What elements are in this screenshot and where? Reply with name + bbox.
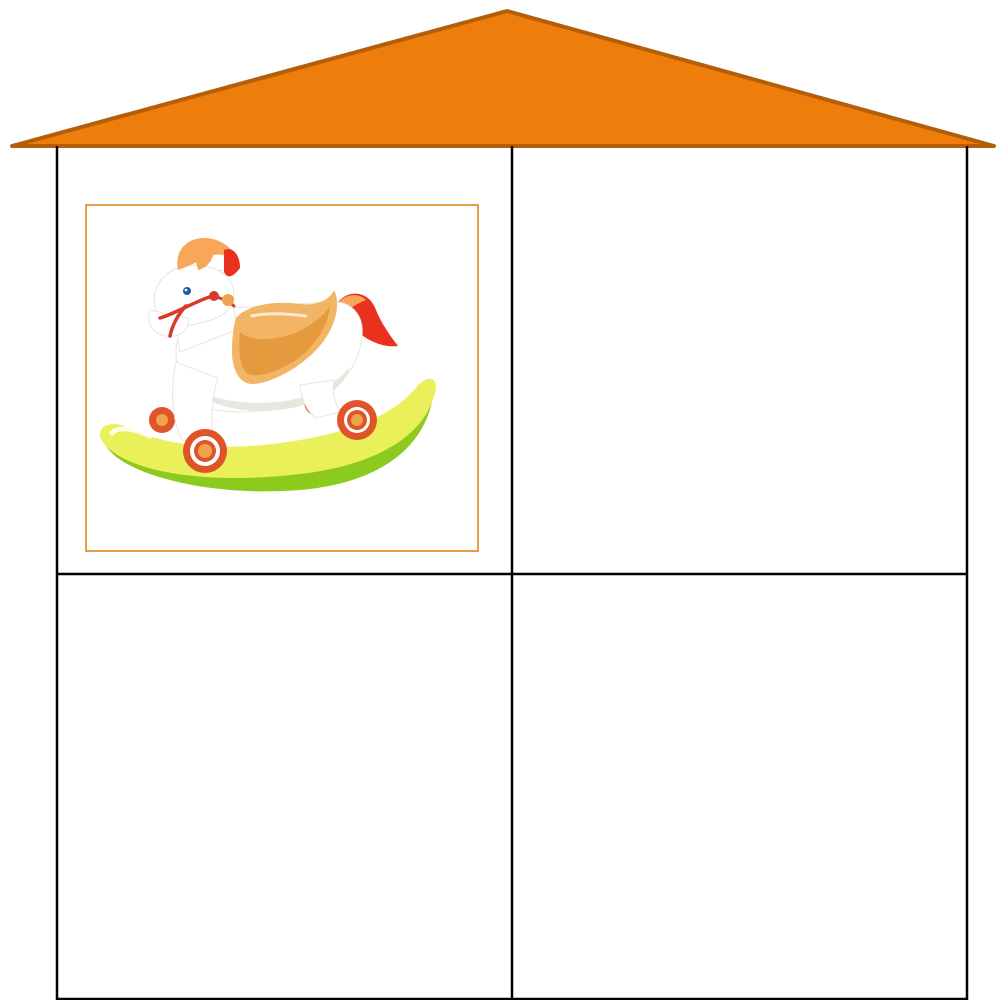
room-top-right[interactable] [513, 147, 966, 573]
picture-card[interactable] [86, 205, 478, 551]
room-bottom-left[interactable] [58, 575, 511, 998]
room-bottom-right[interactable] [513, 575, 966, 998]
roof [12, 11, 994, 146]
